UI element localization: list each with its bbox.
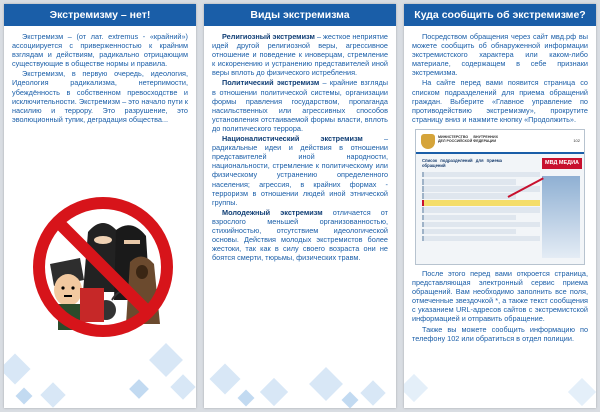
list-item: [422, 215, 516, 221]
mvd-website-screenshot: [415, 129, 585, 265]
mvd-side-banner: [542, 176, 580, 258]
list-item-highlighted: [422, 200, 540, 206]
political-extremism-text: – крайние взгляды в отношении политической системы, организации формы правления государством, пропаганда насильственных или агрессивных способов установления отстаиваемой формы власти, вплоть до политического террора.: [212, 78, 388, 133]
nationalist-extremism-term: Националистический экстремизм: [222, 134, 363, 144]
mvd-departments-list: [422, 172, 540, 243]
list-item: [422, 207, 540, 213]
religious-extremism-text: – жесткое неприятие идей другой религиозной веры, агрессивное отношение и поведение к иноверцам, стремление к искоренению и устранению представителей иной веры вплоть до физического истребления.: [212, 32, 388, 78]
list-item: [422, 193, 516, 199]
panel2-title: Виды экстремизма: [204, 4, 396, 26]
nationalist-extremism-text: – радикальные идеи и действия в отношении представителей иной народности, национальности, стремление к политическому или физическому устранению определенного населения; агрессия, в крайних формах - терроризм в отношении людей иной этнической группы.: [212, 134, 388, 207]
mvd-phone: 102: [573, 137, 580, 143]
panel3-paragraph-2: На сайте перед вами появится страница со списком подразделений для приема обращений граждан. Выберите «Главное управление по противодействию экстремизму», прокрутите страницу вниз и нажмите кнопку «Продолжить».: [412, 78, 588, 124]
list-item: [422, 179, 516, 185]
political-extremism-paragraph: [212, 78, 388, 133]
panel-extremism-types: [204, 4, 396, 408]
panel3-body: [404, 26, 596, 343]
panel2-body: [204, 26, 396, 262]
panel1-paragraph-1: Экстремизм – (от лат. extremus - «крайний») ассоциируется с приверженностью к крайним взглядам и действиям, радикально отрицающим существующие в обществе нормы и правила.: [12, 32, 188, 69]
mvd-emblem-icon: [421, 134, 435, 149]
panel1-title: Экстремизму – нет!: [4, 4, 196, 26]
no-extremism-illustration: [28, 192, 178, 342]
religious-extremism-paragraph: [212, 32, 388, 77]
mvd-site-header: [416, 130, 584, 154]
panel1-paragraph-2: Экстремизм, в первую очередь, идеология, Идеология радикализма, нетерпимости, убеждённость в собственном превосходстве и исключительности. Экстремизм – это начало пути к насилию и террору. Это разрушение, это эволюционный тупик, деградация общества...: [12, 69, 188, 124]
decorative-squares-icon: [204, 298, 396, 408]
panel3-title: Куда сообщить об экстремизме?: [404, 4, 596, 26]
panel-where-to-report: [404, 4, 596, 408]
political-extremism-term: Политический экстремизм: [222, 78, 320, 88]
nationalist-extremism-paragraph: [212, 134, 388, 207]
youth-extremism-text: отличается от взрослого меньшей организованностью, стихийностью, отсутствием идеологической основы. Действия молодых экстремистов более жестоки, так как в силу своего возраста они не боятся смерти, тюрьмы, физических травм.: [212, 207, 388, 263]
list-item: [422, 222, 540, 228]
youth-extremism-paragraph: [212, 208, 388, 263]
list-item: [422, 229, 516, 235]
list-item: [422, 236, 540, 242]
panel1-body: [4, 26, 196, 124]
panel3-paragraph-1: Посредством обращения через сайт мвд.рф вы можете сообщить об обнаруженной информации экстремистского характера или каком-либо материале, содержащем в себе признаки экстремизма.: [412, 32, 588, 78]
panel-extremism-no: [4, 4, 196, 408]
religious-extremism-term: Религиозный экстремизм: [222, 32, 315, 41]
panel3-paragraph-3: После этого перед вами откроется страница, представляющая электронный сервис приема обращений. Вам необходимо заполнить все поля, отмеченные звездочкой *, а также текст сообщения с указанием URL-адресов сайтов с экстремистской информацией и отправить обращение.: [412, 268, 588, 324]
mvd-media-badge: МВД МЕДИА: [542, 158, 582, 169]
youth-extremism-term: Молодежный экстремизм: [222, 207, 323, 217]
mvd-ministry-name: МИНИСТЕРСТВО ВНУТРЕННИХ ДЕЛ РОССИЙСКОЙ ФЕДЕРАЦИИ: [438, 134, 498, 144]
list-item: [422, 172, 540, 178]
panel3-paragraph-4: Также вы можете сообщить информацию по телефону 102 или обратиться в отдел полиции.: [412, 324, 588, 343]
mvd-site-title: Список подразделений для приема обращений: [422, 157, 502, 168]
